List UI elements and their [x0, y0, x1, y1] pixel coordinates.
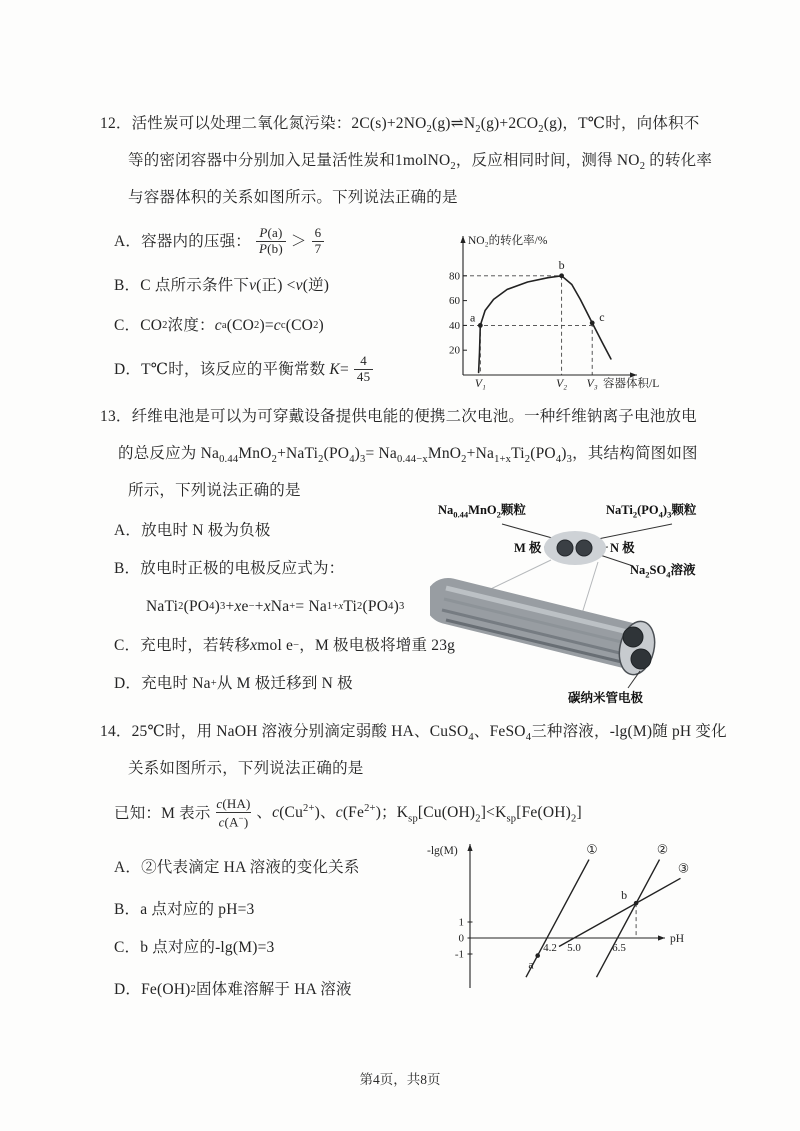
q12-option-c: C．CO 2 浓度： c a (CO 2 )= c c (CO 2 ) — [114, 317, 324, 334]
q13-stem-line2: 的总反应为 $Na_{0.44}MnO_2+NaTi_2(PO_4)_3= Na_{0.44-x}MnO_2+Na_{1+x}Ti_2(PO_4)_3$，其结构简图如图 — [118, 445, 698, 466]
q13-option-c: C．充电时，若转移 x mol e − ，M 极电极将增重 23g — [114, 637, 456, 654]
q14-x-tick-label: 6.5 — [612, 942, 626, 954]
q14-y-axis-label: -lg(M) — [427, 845, 458, 857]
q12-option-b: B．C 点所示条件下 v (正) < v (逆) — [114, 277, 330, 294]
q12-point-b — [559, 273, 564, 278]
q12-y-tick-label: 40 — [449, 319, 460, 332]
q12-option-a-operator: ＞ — [290, 232, 307, 250]
q14-series-label-③: ③ — [677, 861, 690, 876]
fraction-numerator: 4 — [360, 353, 367, 368]
q14-option-a: A．②代表滴定 HA 溶液的变化关系 — [114, 859, 360, 876]
fiber-cross-section — [544, 531, 606, 565]
q12-point-label-a: a — [470, 310, 476, 325]
cnt-electrode-label: 碳纳米管电极 — [568, 691, 644, 705]
q14-point-label-a: a — [528, 957, 534, 972]
q12-point-a — [478, 323, 483, 328]
q12-option-d-text: D．T℃时，该反应的平衡常数 K= — [114, 360, 349, 378]
q14-series-line-③ — [559, 878, 681, 946]
q12-x-tick-label: V₃ — [586, 378, 598, 390]
q14-x-tick-label: 5.0 — [567, 942, 581, 954]
q12-option-a-text: A．容器内的压强： — [114, 232, 251, 250]
fraction-denominator: c(A−) — [216, 812, 252, 830]
q12-conversion-chart — [440, 228, 710, 398]
cathode-particle-label: $Na_{0.44}MnO_2$颗粒 — [438, 503, 526, 520]
fraction-numerator: P(a) — [259, 225, 283, 240]
q14-series-line-② — [597, 860, 660, 978]
q14-series-label-①: ① — [586, 842, 598, 857]
q12-option-d — [114, 354, 378, 385]
fraction-numerator: c(HA) — [216, 796, 251, 811]
q12-stem-line3: 与容器体积的关系如图所示。下列说法正确的是 — [128, 189, 458, 206]
anode-particle-label: $NaTi_2(PO_4)_3$颗粒 — [606, 503, 697, 520]
n-electrode-dot — [576, 540, 592, 556]
leader-line-solution — [600, 555, 633, 566]
fraction-numerator: 6 — [314, 225, 322, 240]
n-electrode-label: N 极 — [610, 541, 635, 555]
q13-stem-line3: 所示，下列说法正确的是 — [128, 482, 301, 499]
q12-y-tick-label: 60 — [449, 295, 460, 308]
q14-point-a — [535, 953, 540, 958]
cnt-electrode-bundle-2 — [631, 649, 651, 669]
q14-known-fraction — [216, 797, 252, 830]
q12-x-axis-label: 容器体积/L — [603, 378, 660, 390]
q12-y-tick-label: 20 — [449, 344, 460, 357]
q14-known-text-2: 、$c(Cu^{2+})$、$c(Fe^{2+})$；$K_{sp}[Cu(OH)_2]<K_{sp}[Fe(OH)_2]$ — [256, 802, 582, 825]
fraction-denominator: 7 — [312, 241, 325, 257]
q14-x-axis-label: pH — [670, 933, 685, 945]
q14-y-tick-label: 1 — [458, 916, 464, 929]
q14-point-b — [634, 901, 639, 906]
q14-known-info — [114, 797, 582, 830]
q14-point-label-b: b — [621, 888, 628, 903]
q14-y-tick-label: -1 — [454, 948, 464, 961]
q12-point-label-c: c — [599, 309, 605, 324]
q14-x-axis-arrowhead — [658, 935, 665, 940]
q12-point-label-b: b — [558, 257, 565, 272]
q13-option-d: D．充电时 Na + 从 M 极迁移到 N 极 — [114, 675, 353, 692]
fraction-denominator: 45 — [354, 369, 373, 385]
q14-option-b: B．a 点对应的 pH=3 — [114, 901, 255, 918]
fiber-battery-illustration — [430, 498, 750, 716]
q14-stem-line2: 关系如图所示，下列说法正确的是 — [128, 760, 364, 777]
page-number: 第4页，共8页 — [359, 1072, 441, 1087]
q13-option-b-equation: NaTi 2 (PO 4 ) 3 + x e − + x Na + = Na 1+x Ti 2 (PO 4 ) 3 — [146, 598, 405, 615]
q14-option-c: C．b 点对应的-lg(M)=3 — [114, 939, 275, 956]
m-electrode-dot — [557, 540, 573, 556]
q12-x-tick-label: V₁ — [474, 378, 486, 390]
q12-option-a-fraction-1 — [256, 226, 286, 257]
q12-y-axis-label: NO₂的转化率/% — [468, 235, 548, 247]
q12-x-axis-arrowhead — [630, 372, 637, 377]
q12-y-axis-arrowhead — [460, 236, 465, 243]
q12-option-d-fraction — [354, 354, 373, 385]
q14-option-d: D．Fe(OH) 2 固体难溶解于 HA 溶液 — [114, 981, 352, 998]
q13-option-b: B．放电时正极的电极反应式为： — [114, 560, 345, 577]
q13-option-a: A．放电时 N 极为负极 — [114, 522, 271, 539]
q12-stem-line2: 等的密闭容器中分别加入足量活性炭和1molNO$_2$，反应相同时间，测得 $NO_2$ 的转化率 — [128, 152, 713, 173]
q14-series-line-① — [526, 860, 589, 978]
q13-stem-line1: 13．纤维电池是可以为可穿戴设备提供电能的便携二次电池。一种纤维钠离子电池放电 — [100, 408, 697, 425]
q12-stem-line1: 12．活性炭可以处理二氧化氮污染：$2C(s)+2NO_2(g)\rightleftharpoons N_2(g)+2CO_2(g)$，T℃时，向体积不 — [100, 115, 700, 136]
q12-option-a-fraction-2 — [312, 226, 325, 257]
fiber-battery-diagram — [430, 498, 750, 716]
q12-option-a — [114, 226, 329, 257]
cnt-electrode-bundle-1 — [623, 627, 643, 647]
m-electrode-label: M 极 — [514, 541, 542, 555]
fraction-denominator: P(b) — [256, 241, 286, 257]
q12-x-tick-label: V₂ — [556, 378, 568, 390]
q14-y-axis-arrowhead — [467, 844, 472, 851]
q14-known-text: 已知：M 表示 — [114, 804, 211, 822]
q14-x-tick-label: 4.2 — [543, 942, 557, 954]
q12-y-tick-label: 80 — [449, 270, 460, 283]
q14-stem-line1: 14．25℃时，用 NaOH 溶液分别滴定弱酸 HA、CuSO$_4$、FeSO$_4$三种溶液，-lg(M)随 pH 变化 — [100, 723, 727, 744]
solution-label: $Na_2SO_4$溶液 — [630, 563, 696, 580]
q14-titration-chart — [425, 838, 705, 1006]
q14-y-tick-label: 0 — [458, 932, 464, 945]
q14-series-label-②: ② — [656, 842, 669, 857]
q12-point-c — [590, 321, 595, 326]
